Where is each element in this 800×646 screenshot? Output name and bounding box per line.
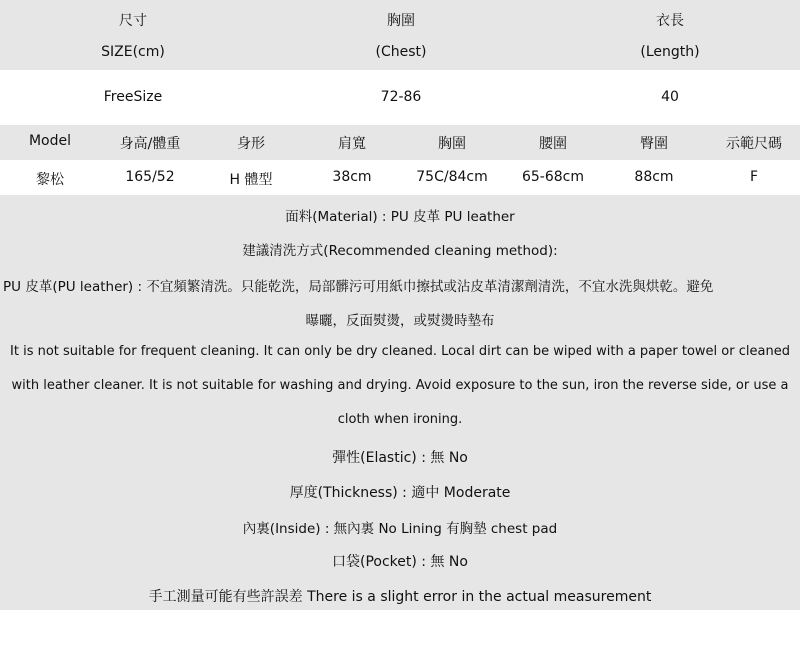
chest-header: 胸圍 [438,136,466,152]
body-shape-header: 身形 [237,136,265,152]
chest-header-en: (Chest) [375,44,427,60]
length-header-zh: 衣長 [656,13,684,29]
model-header-row [0,125,800,160]
material-line: 面料(Material) : PU 皮革 PU leather [285,209,515,225]
hip-header: 臀圍 [640,136,668,152]
cleaning-title: 建議清洗方式(Recommended cleaning method): [242,243,558,259]
body-shape-value: H 體型 [229,172,273,188]
model-header: Model [28,133,72,149]
hip-value: 88cm [634,169,674,185]
model-value-row [0,160,800,195]
shoulder-value: 38cm [332,169,372,185]
cleaning-en-line-2: with leather cleaner. It is not suitable for washing and drying. Avoid exposure to the sun, iron the reverse side, or use a [11,378,789,393]
error-note: 手工測量可能有些許誤差 There is a slight error in the actual measurement [148,589,652,605]
cleaning-en-line-1: It is not suitable for frequent cleaning. It can only be dry cleaned. Local dirt can be wiped with a paper towel or cleaned [10,344,790,359]
thickness-line: 厚度(Thickness) : 適中 Moderate [289,485,511,501]
chest-value: 75C/84cm [416,169,488,185]
length-header-en: (Length) [640,44,700,60]
height-weight-value: 165/52 [125,169,175,185]
height-weight-header: 身高/體重 [119,136,181,152]
sample-size-value: F [749,169,759,185]
pocket-line: 口袋(Pocket) : 無 No [332,554,468,570]
length-value: 40 [661,89,679,105]
size-header-en: SIZE(cm) [101,44,165,60]
size-value: FreeSize [103,89,163,105]
cleaning-en-line-3: cloth when ironing. [337,412,463,427]
elastic-line: 彈性(Elastic) : 無 No [332,450,468,466]
waist-value: 65-68cm [521,169,585,185]
chest-value: 72-86 [380,89,422,105]
shoulder-header: 肩寬 [338,136,366,152]
cleaning-zh-line-1: PU 皮革(PU leather) : 不宜頻繁清洗。只能乾洗，局部髒污可用紙巾擦拭或沾皮革清潔劑清洗，不宜水洗與烘乾。避免 [3,279,714,295]
details-block [0,195,800,610]
cleaning-zh-line-2: 曝曬，反面熨燙，或熨燙時墊布 [305,313,495,329]
inside-line: 內裏(Inside) : 無內裏 No Lining 有胸墊 chest pad [242,521,558,537]
waist-header: 腰圍 [539,136,567,152]
size-value-row [0,70,800,125]
chest-header-zh: 胸圍 [387,13,415,29]
size-header-row [0,0,800,70]
size-header-zh: 尺寸 [119,13,147,29]
sample-size-header: 示範尺碼 [726,136,782,152]
model-name: 黎松 [36,172,64,188]
